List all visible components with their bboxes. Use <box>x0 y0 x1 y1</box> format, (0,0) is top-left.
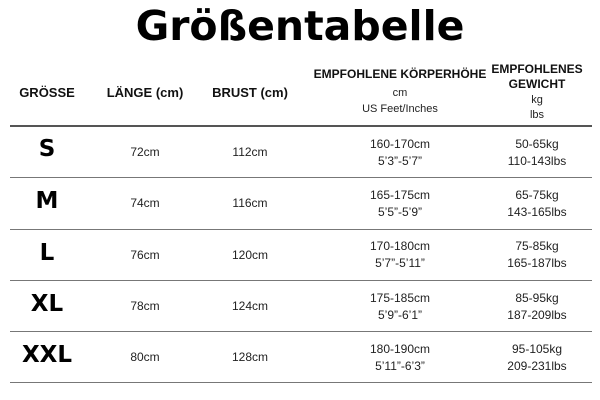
chest-value: 128cm <box>231 350 269 364</box>
height-us-value: 5’3”-5’7” <box>377 154 422 168</box>
row-divider <box>10 177 592 178</box>
chest-value: 112cm <box>232 145 268 159</box>
header-height: EMPFOHLENE KÖRPERHÖHE <box>313 67 487 81</box>
size-label: S <box>38 136 56 162</box>
weight-lbs-value: 143-165lbs <box>507 205 567 219</box>
header-height-unit-cm: cm <box>392 87 408 99</box>
header-size: GRÖSSE <box>19 85 75 100</box>
length-value: 80cm <box>130 350 160 364</box>
row-divider <box>10 331 592 332</box>
length-value: 76cm <box>130 248 160 262</box>
header-weight-line1: EMPFOHLENES <box>491 62 583 76</box>
length-value: 78cm <box>130 299 160 313</box>
row-divider <box>10 280 592 281</box>
size-label: XXL <box>21 342 73 368</box>
header-chest: BRUST (cm) <box>212 85 288 100</box>
height-us-value: 5’9”-6’1” <box>377 308 422 322</box>
row-divider <box>10 382 592 383</box>
weight-lbs-value: 110-143lbs <box>507 154 567 168</box>
weight-kg-value: 75-85kg <box>515 239 559 253</box>
chest-value: 116cm <box>232 196 268 210</box>
height-us-value: 5’5”-5’9” <box>377 205 422 219</box>
height-cm-value: 175-185cm <box>369 291 431 305</box>
header-weight-unit-lbs: lbs <box>529 109 545 121</box>
page-title: Größentabelle <box>135 2 465 50</box>
header-length: LÄNGE (cm) <box>106 85 184 100</box>
height-cm-value: 160-170cm <box>369 137 431 151</box>
row-divider <box>10 229 592 230</box>
chest-value: 120cm <box>231 248 269 262</box>
weight-lbs-value: 165-187lbs <box>507 256 567 270</box>
weight-kg-value: 95-105kg <box>511 342 563 356</box>
weight-kg-value: 50-65kg <box>515 137 559 151</box>
size-label: M <box>35 188 59 214</box>
height-us-value: 5’7”-5’11” <box>375 256 425 270</box>
length-value: 72cm <box>130 145 160 159</box>
height-cm-value: 170-180cm <box>369 239 431 253</box>
weight-kg-value: 85-95kg <box>515 291 559 305</box>
header-weight-unit-kg: kg <box>531 94 543 106</box>
weight-kg-value: 65-75kg <box>515 188 559 202</box>
chest-value: 124cm <box>231 299 269 313</box>
header-height-unit-us: US Feet/Inches <box>362 103 438 115</box>
size-label: XL <box>30 291 64 317</box>
weight-lbs-value: 187-209lbs <box>507 308 567 322</box>
weight-lbs-value: 209-231lbs <box>507 359 567 373</box>
header-divider <box>10 125 592 127</box>
height-us-value: 5’11”-6’3” <box>375 359 425 373</box>
length-value: 74cm <box>130 196 160 210</box>
height-cm-value: 165-175cm <box>369 188 431 202</box>
header-weight-line2: GEWICHT <box>508 77 566 91</box>
size-label: L <box>39 240 55 266</box>
height-cm-value: 180-190cm <box>369 342 431 356</box>
